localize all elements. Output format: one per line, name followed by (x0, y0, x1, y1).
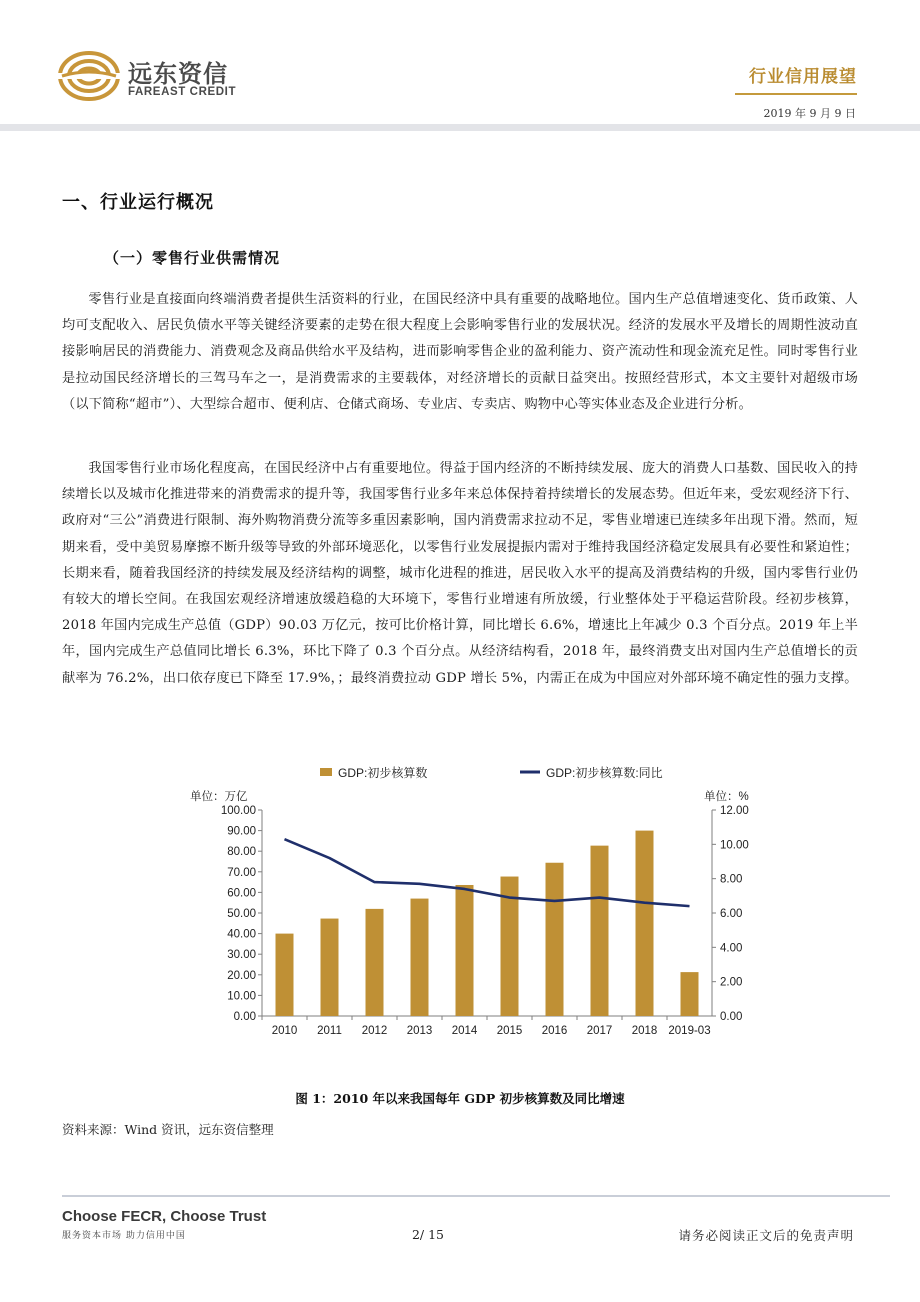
disclaimer-note: 请务必阅读正文后的免责声明 (678, 1228, 854, 1243)
bar-gdp (681, 972, 699, 1016)
left-axis-tick-label: 0.00 (233, 1011, 256, 1023)
gdp-chart-svg (182, 758, 768, 1046)
x-axis-tick-label: 2017 (586, 1025, 613, 1037)
paragraph-2: 我国零售行业市场化程度高，在国民经济中占有重要地位。得益于国内经济的不断持续发展、庞大的消费人口基数、国民收入的持续增长以及城市化推进带来的消费需求的提升等，我国零售行业多年来总体保持着持续增长的发展态势。但近年来，受宏观经济下行、政府对“三公”消费进行限制、海外购物消费分流等多重因素影响，国内消费需求拉动不足，零售业增速已连续多年出现下滑。然而，短期来看，受中美贸易摩擦不断升级等导致的外部环境恶化，以零售行业发展提振内需对于维持我国经济稳定发展具有必要性和紧迫性；长期来看，随着我国经济的持续发展及经济结构的调整，城市化进程的推进，居民收入水平的提高及消费结构的升级，国内零售行业仍有较大的增长空间。在我国宏观经济增速放缓趋稳的大环境下，零售行业增速有所放缓，行业整体处于平稳运营阶段。经初步核算，2018 年国内完成生产总值（GDP）90.03 万亿元，按可比价格计算，同比增长 6.6%，增速比上年减少 0.3 个百分点。2019 年上半年，国内完成生产总值同比增长 6.3%，环比下降了 0.3 个百分点。从经济结构看，2018 年，最终消费支出对国内生产总值增长的贡献率为 76.2%，出口依存度已下降至 17.9%，；最终消费拉动 GDP 增长 5%，内需正在成为中国应对外部环境不确定性的强力支撑。 (62, 461, 858, 686)
left-axis-tick-label: 30.00 (227, 949, 256, 962)
right-axis-unit: 单位：% (704, 791, 749, 803)
line-gdp-yoy (285, 839, 690, 906)
right-axis-tick-label: 12.00 (720, 805, 749, 817)
right-axis-tick-label: 10.00 (720, 839, 749, 852)
paragraph-1: 零售行业是直接面向终端消费者提供生活资料的行业，在国民经济中具有重要的战略地位。国内生产总值增速变化、货币政策、人均可支配收入、居民负债水平等关键经济要素的走势在很大程度上会影响零售行业的发展状况。经济的发展水平及增长的周期性波动直接影响居民的消费能力、消费观念及商品供给水平及结构，进而影响零售企业的盈利能力、资产流动性和现金流充足性。同时零售行业是拉动国民经济增长的三驾马车之一，是消费需求的主要载体，对经济增长的贡献日益突出。按照经营形式，本文主要针对超级市场（以下简称“超市”）、大型综合超市、便利店、仓储式商场、专业店、专卖店、购物中心等实体业态及企业进行分析。 (62, 292, 858, 412)
right-axis-tick-label: 0.00 (720, 1011, 743, 1023)
left-axis-tick-label: 20.00 (227, 969, 256, 982)
bar-gdp (456, 885, 474, 1016)
x-axis-tick-label: 2014 (451, 1025, 478, 1037)
left-axis-tick-label: 90.00 (227, 825, 256, 838)
bar-gdp (276, 934, 294, 1016)
left-axis-tick-label: 100.00 (220, 805, 256, 817)
header-band (0, 124, 920, 131)
x-axis-tick-label: 2011 (317, 1025, 342, 1037)
subsection-title: （一）零售行业供需情况 (104, 249, 281, 267)
bar-gdp (321, 919, 339, 1016)
bar-gdp (546, 863, 564, 1016)
left-axis-tick-label: 50.00 (227, 908, 256, 920)
figure-caption: 图 1：2010 年以来我国每年 GDP 初步核算数及同比增速 (295, 1091, 625, 1106)
document-date: 2019 年 9 月 9 日 (763, 107, 856, 120)
x-axis-tick-label: 2012 (361, 1025, 388, 1037)
x-axis-tick-label: 2013 (406, 1025, 433, 1037)
x-axis-tick-label: 2019-03 (668, 1025, 711, 1037)
footer-slogan-chinese: 服务资本市场 助力信用中国 (62, 1231, 186, 1241)
logo-chinese-name: 远东资信 (128, 60, 228, 88)
figure-source: 资料来源：Wind 资讯，远东资信整理 (62, 1122, 274, 1137)
footer-slogan-english: Choose FECR, Choose Trust (62, 1208, 267, 1225)
gdp-chart (182, 758, 768, 1046)
right-axis-tick-label: 4.00 (720, 942, 743, 955)
x-axis-tick-label: 2016 (541, 1025, 568, 1037)
logo-english-name: FAREAST CREDIT (128, 86, 237, 98)
bar-gdp (366, 909, 384, 1016)
right-axis-tick-label: 2.00 (720, 976, 743, 989)
section-title: 一、行业运行概况 (62, 192, 214, 213)
left-axis-unit: 单位：万亿 (190, 791, 248, 803)
x-axis-tick-label: 2018 (631, 1025, 658, 1037)
right-axis-tick-label: 8.00 (720, 873, 743, 886)
bar-gdp (591, 846, 609, 1016)
left-axis-tick-label: 40.00 (227, 928, 256, 941)
bar-gdp (636, 831, 654, 1016)
left-axis-tick-label: 80.00 (227, 846, 256, 859)
header-divider (735, 93, 857, 95)
page-header (0, 0, 920, 130)
fareast-logo-icon (58, 50, 120, 102)
legend-label-gdp-yoy: GDP:初步核算数:同比 (546, 766, 663, 780)
left-axis-tick-label: 10.00 (227, 990, 256, 1003)
legend-swatch-gdp (320, 768, 332, 776)
x-axis-tick-label: 2015 (496, 1025, 523, 1037)
legend-label-gdp: GDP:初步核算数 (338, 766, 428, 780)
page-number: 2/ 15 (411, 1227, 445, 1242)
left-axis-tick-label: 70.00 (227, 866, 256, 879)
footer-divider (62, 1195, 890, 1197)
bar-gdp (411, 899, 429, 1016)
left-axis-tick-label: 60.00 (227, 887, 256, 900)
x-axis-tick-label: 2010 (271, 1025, 298, 1037)
right-axis-tick-label: 6.00 (720, 908, 743, 920)
document-type: 行业信用展望 (749, 67, 857, 87)
